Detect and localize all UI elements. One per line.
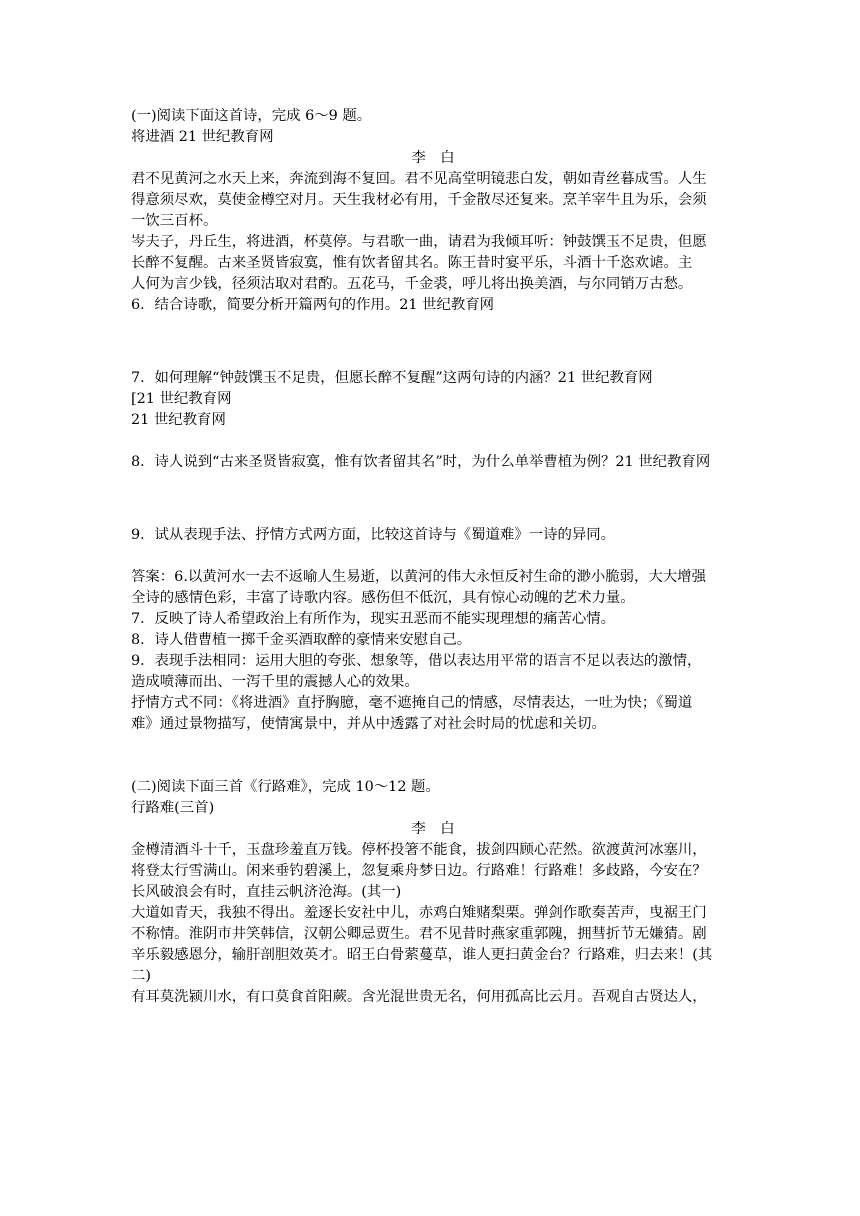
poem2-author: 李 白 — [411, 821, 455, 837]
watermark-note: [21 世纪教育网 — [131, 391, 232, 407]
poem1-title: 将进酒 21 世纪教育网 — [131, 129, 274, 145]
poem2-line: 金樽清酒斗十千，玉盘珍羞直万钱。停杯投箸不能食，拔剑四顾心茫然。欲渡黄河冰塞川， — [131, 842, 707, 858]
document-page — [131, 106, 735, 1008]
question-6: 6．结合诗歌，简要分析开篇两句的作用。21 世纪教育网 — [131, 297, 495, 313]
poem1-line: 君不见黄河之水天上来，奔流到海不复回。君不见高堂明镜悲白发，朝如青丝暮成雪。人生 — [131, 171, 707, 187]
answer-line: 抒情方式不同：《将进酒》直抒胸臆，毫不遮掩自己的情感，尽情表达，一吐为快；《蜀道 — [131, 695, 693, 711]
question-7: 7．如何理解“钟鼓馔玉不足贵，但愿长醉不复醒”这两句诗的内涵？21 世纪教育网 — [131, 370, 653, 386]
poem1-line: 岑夫子，丹丘生，将进酒，杯莫停。与君歌一曲，请君为我倾耳听：钟鼓馔玉不足贵，但愿 — [131, 234, 707, 250]
answer-line: 难》通过景物描写，使情寓景中，并从中透露了对社会时局的忧虑和关切。 — [131, 716, 606, 732]
poem2-line: 大道如青天，我独不得出。羞逐长安社中儿，赤鸡白雉赌梨栗。弹剑作歌奏苦声，曳裾王门 — [131, 905, 707, 921]
poem2-title: 行路难(三首) — [131, 800, 215, 816]
question-9: 9．试从表现手法、抒情方式两方面，比较这首诗与《蜀道难》一诗的异同。 — [131, 527, 616, 543]
question-8: 8．诗人说到“古来圣贤皆寂寞，惟有饮者留其名”时，为什么单举曹植为例？21 世纪教育网 — [131, 454, 711, 470]
poem2-line: 有耳莫洗颍川水，有口莫食首阳蕨。含光混世贵无名，何用孤高比云月。吾观自古贤达人， — [131, 989, 707, 1005]
poem2-line: 不称情。淮阴市井笑韩信，汉朝公卿忌贾生。君不见昔时燕家重郭隗，拥彗折节无嫌猜。剧 — [131, 926, 707, 942]
answer-line: 造成喷薄而出、一泻千里的震撼人心的效果。 — [131, 674, 419, 690]
poem2-line: 二) — [131, 968, 152, 984]
answer-line: 7．反映了诗人希望政治上有所作为，现实丑恶而不能实现理想的痛苦心情。 — [131, 611, 616, 627]
poem2-line: 长风破浪会有时，直挂云帆济沧海。(其一) — [131, 884, 402, 900]
poem1-line: 长醉不复醒。古来圣贤皆寂寞，惟有饮者留其名。陈王昔时宴平乐，斗酒十千恣欢谑。主 — [131, 255, 693, 271]
section2-intro: (二)阅读下面三首《行路难》，完成 10～12 题。 — [131, 779, 440, 795]
watermark-note: 21 世纪教育网 — [131, 412, 226, 428]
poem1-line: 得意须尽欢，莫使金樽空对月。天生我材必有用，千金散尽还复来。烹羊宰牛且为乐，会须 — [131, 192, 707, 208]
answer-line: 9．表现手法相同：运用大胆的夸张、想象等，借以表达用平常的语言不足以表达的激情， — [131, 653, 702, 669]
poem1-line: 一饮三百杯。 — [131, 213, 218, 229]
section1-intro: (一)阅读下面这首诗，完成 6～9 题。 — [131, 108, 372, 124]
poem1-author: 李 白 — [411, 150, 455, 166]
answer-line: 答案：6.以黄河水一去不返喻人生易逝，以黄河的伟大永恒反衬生命的渺小脆弱，大大增强 — [131, 569, 706, 585]
poem1-line: 人何为言少钱，径须沽取对君酌。五花马，千金裘，呼儿将出换美酒，与尔同销万古愁。 — [131, 276, 693, 292]
answer-line: 8．诗人借曹植一掷千金买酒取醉的豪情来安慰自己。 — [131, 632, 472, 648]
poem2-line: 辛乐毅感恩分，输肝剖胆效英才。昭王白骨萦蔓草，谁人更扫黄金台？行路难，归去来！(其 — [131, 947, 713, 963]
poem2-line: 将登太行雪满山。闲来垂钓碧溪上，忽复乘舟梦日边。行路难！行路难！多歧路，今安在？ — [131, 863, 707, 879]
answer-line: 全诗的感情色彩，丰富了诗歌内容。感伤但不低沉，具有惊心动魄的艺术力量。 — [131, 590, 635, 606]
